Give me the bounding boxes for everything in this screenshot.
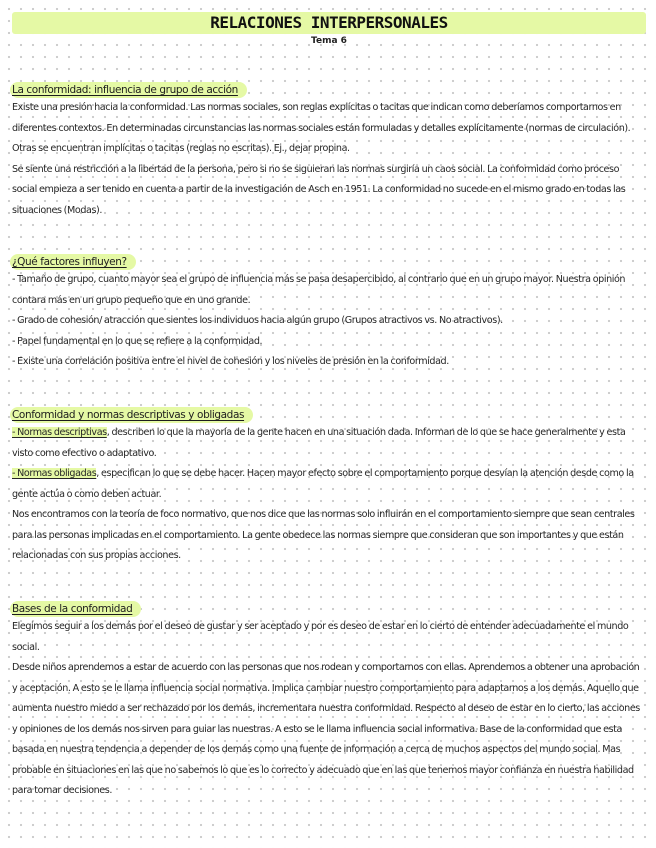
list-item: - Existe una correlación positiva entre el nivel de cohesión y los niveles de presión en la conformidad.	[12, 356, 449, 367]
paragraph: Existe una presión hacia la conformidad. Las normas sociales, son reglas explícitas o tacitas que indican como deberíamos comportarnos en diferentes contextos. En determinadas circunstancias las normas sociales están formuladas y detalles explícitamente (normas de circulación). Otras se encuentran implícitas o tacitas (reglas no escritas). Ej., dejar propina.	[12, 102, 631, 154]
list-item: - Tamaño de grupo, cuanto mayor sea el grupo de influencia más se pasa desapercibido, al contrario que en un grupo mayor. Nuestra opinión contara más en un grupo pequeño que en uno grande.	[12, 274, 626, 306]
title-banner	[12, 12, 646, 34]
section-factores	[12, 250, 646, 373]
term-normas-descriptivas: - Normas descriptivas	[12, 427, 107, 438]
page-title: RELACIONES INTERPERSONALES	[210, 13, 448, 32]
paragraph	[12, 423, 646, 464]
section-heading-bases: Bases de la conformidad	[10, 601, 141, 617]
page-subtitle: Tema 6	[311, 36, 347, 46]
section-bases	[12, 597, 646, 802]
paragraph: Se siente una restricción a la libertad de la persona, pero si no se siguieran las normas surgiría un caos social. La conformidad como proceso social empieza a ser tenido en cuenta a partir de la investigación de Asch en 1951. La conformidad no sucede en el mismo grado en todas las situaciones (Modas).	[12, 163, 626, 216]
list-item: - Papel fundamental en lo que se refiere a la conformidad.	[12, 335, 263, 347]
notes-page	[12, 12, 646, 796]
section-heading-factores: ¿Qué factores influyen?	[10, 254, 136, 270]
paragraph: Desde niños aprendemos a estar de acuerdo con las personas que nos rodean y comportarnos con ellas. Aprendemos a obtener una aprobación y aceptación. A esto se le llama influencia social normativa. Implica cambiar nuestro comportamiento para adaptarnos a los demás. Aquello que aumenta nuestro miedo a ser rechazado por los demás, incrementara nuestra conformidad. Respecto al deseo de estar en lo cierto, las acciones y opiniones de los demás nos sirven para guiar las nuestras. A esto se le llama influencia social informativa. Base de la conformidad que esta basada en nuestra tendencia a depender de los demás como una fuente de información a cerca de muchos aspectos del mundo social. Mas probable en situaciones en las que no sabemos lo que es lo correcto y adecuado que en las que tenemos mayor confianza en nuestra habilidad para tomar decisiones.	[12, 662, 640, 796]
term-normas-obligadas: - Normas obligadas	[12, 468, 97, 479]
paragraph: Elegimos seguir a los demás por el deseo de gustar y ser aceptado y por es deseo de estar en lo cierto de entender adecuadamente el mundo social.	[12, 621, 629, 653]
list-item: - Grado de cohesión/ atracción que sientes los individuos hacia algún grupo (Grupos atractivos vs. No atractivos).	[12, 315, 503, 326]
term-definition: , describen lo que la mayoría de la gente hacen en una situación dada. Informan de lo que se hace generalmente y esta visto como efectivo o adaptativo.	[12, 427, 626, 459]
section-conformidad	[12, 78, 646, 221]
section-normas	[12, 403, 646, 567]
section-heading-normas: Conformidad y normas descriptivas y obligadas	[10, 407, 253, 423]
paragraph	[12, 464, 646, 505]
term-definition: , especifican lo que se debe hacer. Hacen mayor efecto sobre el comportamiento porque desvían la atención desde como la gente actúa o como deben actuar.	[12, 468, 634, 500]
paragraph: Nos encontramos con la teoría de foco normativo, que nos dice que las normas solo influirán en el comportamiento siempre que sean centrales para las personas implicadas en el comportamiento. La gente obedece las normas siempre que consideran que son importantes y que están relacionadas con sus propias acciones.	[12, 509, 635, 561]
section-heading-conformidad: La conformidad: influencia de grupo de acción	[10, 82, 247, 98]
